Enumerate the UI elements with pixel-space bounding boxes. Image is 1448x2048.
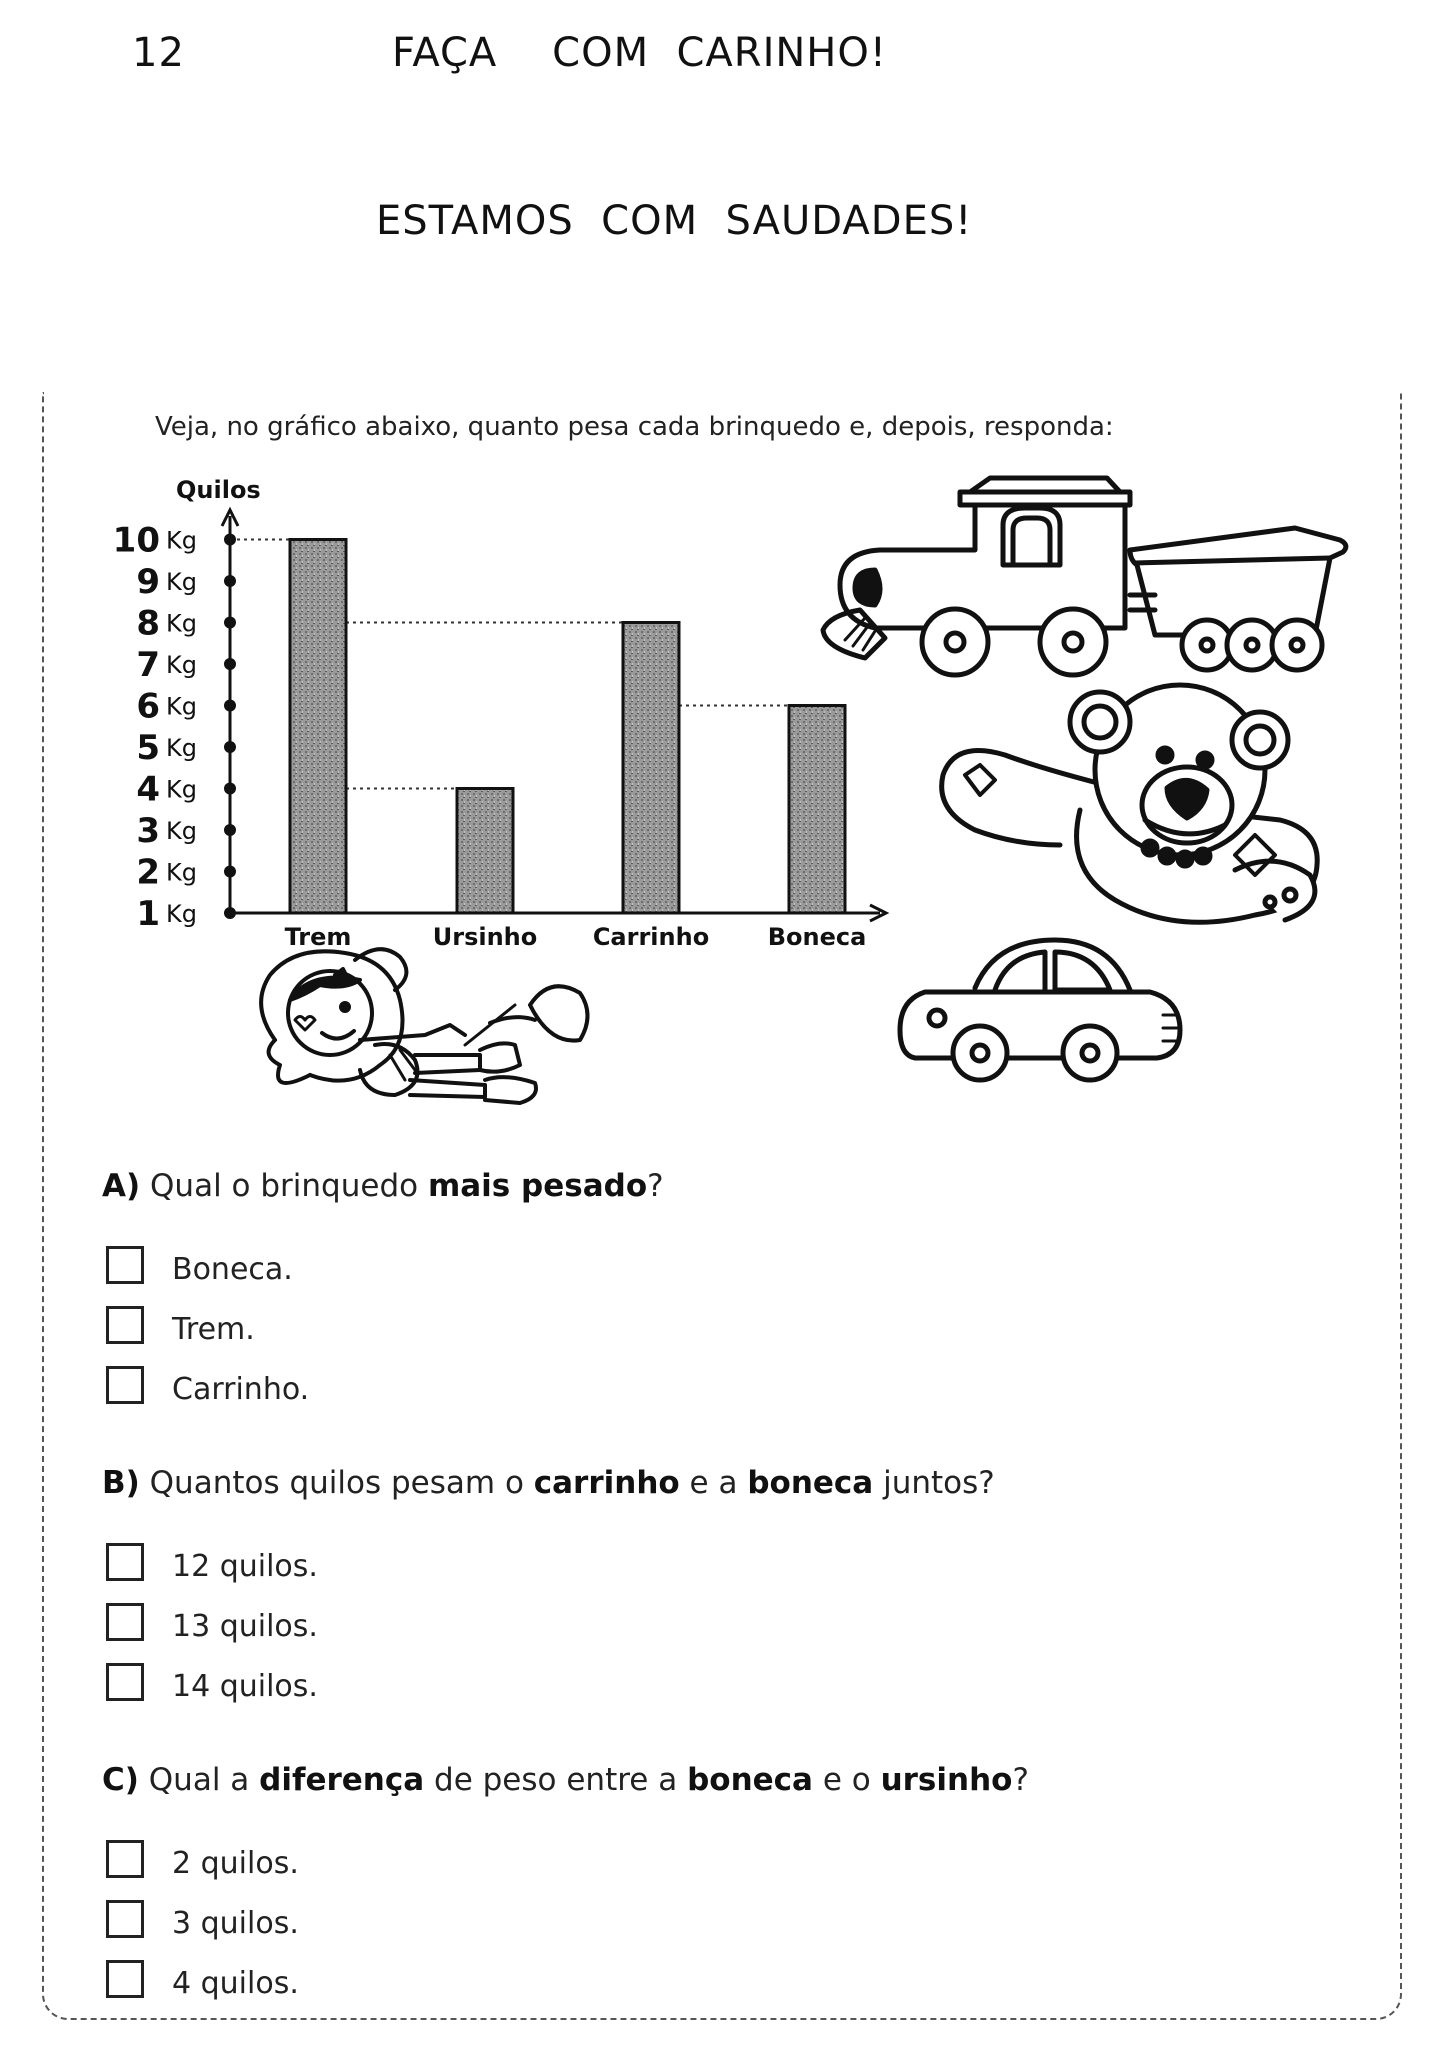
y-tick-number: 10: [112, 520, 160, 561]
page-number: 12: [132, 30, 185, 76]
answer-checkbox[interactable]: [106, 1900, 144, 1938]
doll-icon: [250, 945, 600, 1115]
question-text: Qual o brinquedo: [150, 1168, 428, 1204]
y-tick-dot: [224, 534, 236, 546]
answer-label: Trem.: [172, 1312, 255, 1347]
y-tick-number: 7: [136, 645, 160, 685]
header-title: FAÇA COM CARINHO!: [392, 30, 887, 76]
y-tick-dot: [224, 783, 236, 795]
question-keyword: mais pesado: [427, 1168, 648, 1204]
y-tick-number: 4: [136, 769, 160, 810]
answer-checkbox[interactable]: [106, 1246, 144, 1284]
question-text: Qual a: [148, 1762, 260, 1798]
bar-ursinho: [457, 789, 513, 914]
question-letter: C): [102, 1762, 139, 1798]
answer-label: Carrinho.: [172, 1372, 310, 1407]
y-tick-unit: Kg: [166, 734, 197, 762]
answer-checkbox[interactable]: [106, 1840, 144, 1878]
y-tick-number: 2: [136, 852, 160, 893]
question-a: [102, 1168, 664, 1204]
x-tick-label: Carrinho: [592, 923, 710, 951]
y-tick-dot: [224, 824, 236, 836]
question-letter: B): [102, 1465, 140, 1501]
question-c: [102, 1762, 1029, 1798]
y-tick-number: 1: [136, 894, 160, 934]
y-tick-number: 8: [136, 603, 160, 644]
answer-checkbox[interactable]: [106, 1603, 144, 1641]
answer-label: 4 quilos.: [172, 1966, 299, 2001]
car-icon: [895, 930, 1185, 1085]
question-text: ?: [647, 1168, 664, 1204]
y-axis-label: Quilos: [176, 476, 261, 504]
answer-checkbox[interactable]: [106, 1543, 144, 1581]
y-tick-unit: Kg: [166, 526, 197, 555]
answer-checkbox[interactable]: [106, 1366, 144, 1404]
bar-carrinho: [623, 623, 679, 914]
x-tick-label: Trem: [284, 923, 352, 951]
y-tick-dot: [224, 907, 236, 919]
y-tick-dot: [224, 658, 236, 670]
question-text: de peso entre a: [424, 1762, 688, 1798]
teddy-bear-icon: [935, 680, 1335, 945]
train-icon: [815, 470, 1355, 685]
answer-checkbox[interactable]: [106, 1306, 144, 1344]
y-tick-dot: [224, 866, 236, 878]
y-tick-unit: Kg: [166, 900, 197, 928]
x-tick-label: Boneca: [767, 923, 867, 951]
question-text: ?: [1012, 1762, 1029, 1798]
y-tick-unit: Kg: [166, 609, 197, 638]
question-keyword: boneca: [747, 1465, 874, 1501]
answer-label: 3 quilos.: [172, 1906, 299, 1941]
question-keyword: diferença: [259, 1762, 425, 1798]
question-b: [102, 1465, 995, 1501]
y-tick-unit: Kg: [166, 692, 197, 721]
question-letter: A): [102, 1168, 141, 1204]
bar-boneca: [789, 706, 845, 914]
answer-checkbox[interactable]: [106, 1960, 144, 1998]
y-tick-dot: [224, 700, 236, 712]
question-text: e a: [679, 1465, 748, 1501]
weight-bar-chart: [100, 468, 900, 958]
question-keyword: carrinho: [533, 1465, 680, 1501]
question-text: e o: [812, 1762, 881, 1798]
y-tick-unit: Kg: [166, 651, 197, 679]
answer-label: 12 quilos.: [172, 1549, 318, 1584]
y-tick-unit: Kg: [166, 817, 197, 845]
question-keyword: boneca: [687, 1762, 813, 1798]
y-tick-number: 5: [136, 728, 160, 768]
y-tick-dot: [224, 741, 236, 753]
answer-label: 14 quilos.: [172, 1669, 318, 1704]
y-tick-number: 6: [136, 686, 160, 727]
answer-label: 13 quilos.: [172, 1609, 318, 1644]
y-tick-dot: [224, 575, 236, 587]
question-text: Quantos quilos pesam o: [149, 1465, 534, 1501]
y-tick-number: 9: [136, 562, 160, 602]
y-tick-unit: Kg: [166, 858, 197, 887]
bar-trem: [290, 540, 346, 914]
y-tick-dot: [224, 617, 236, 629]
y-tick-number: 3: [136, 811, 160, 851]
answer-checkbox[interactable]: [106, 1663, 144, 1701]
y-tick-unit: Kg: [166, 568, 197, 596]
header-subtitle: ESTAMOS COM SAUDADES!: [376, 198, 973, 244]
question-text: juntos?: [873, 1465, 995, 1501]
instruction-text: Veja, no gráfico abaixo, quanto pesa cada brinquedo e, depois, responda:: [155, 412, 1114, 442]
y-tick-unit: Kg: [166, 775, 197, 804]
answer-label: Boneca.: [172, 1252, 293, 1287]
question-keyword: ursinho: [880, 1762, 1013, 1798]
x-tick-label: Ursinho: [432, 923, 538, 951]
answer-label: 2 quilos.: [172, 1846, 299, 1881]
